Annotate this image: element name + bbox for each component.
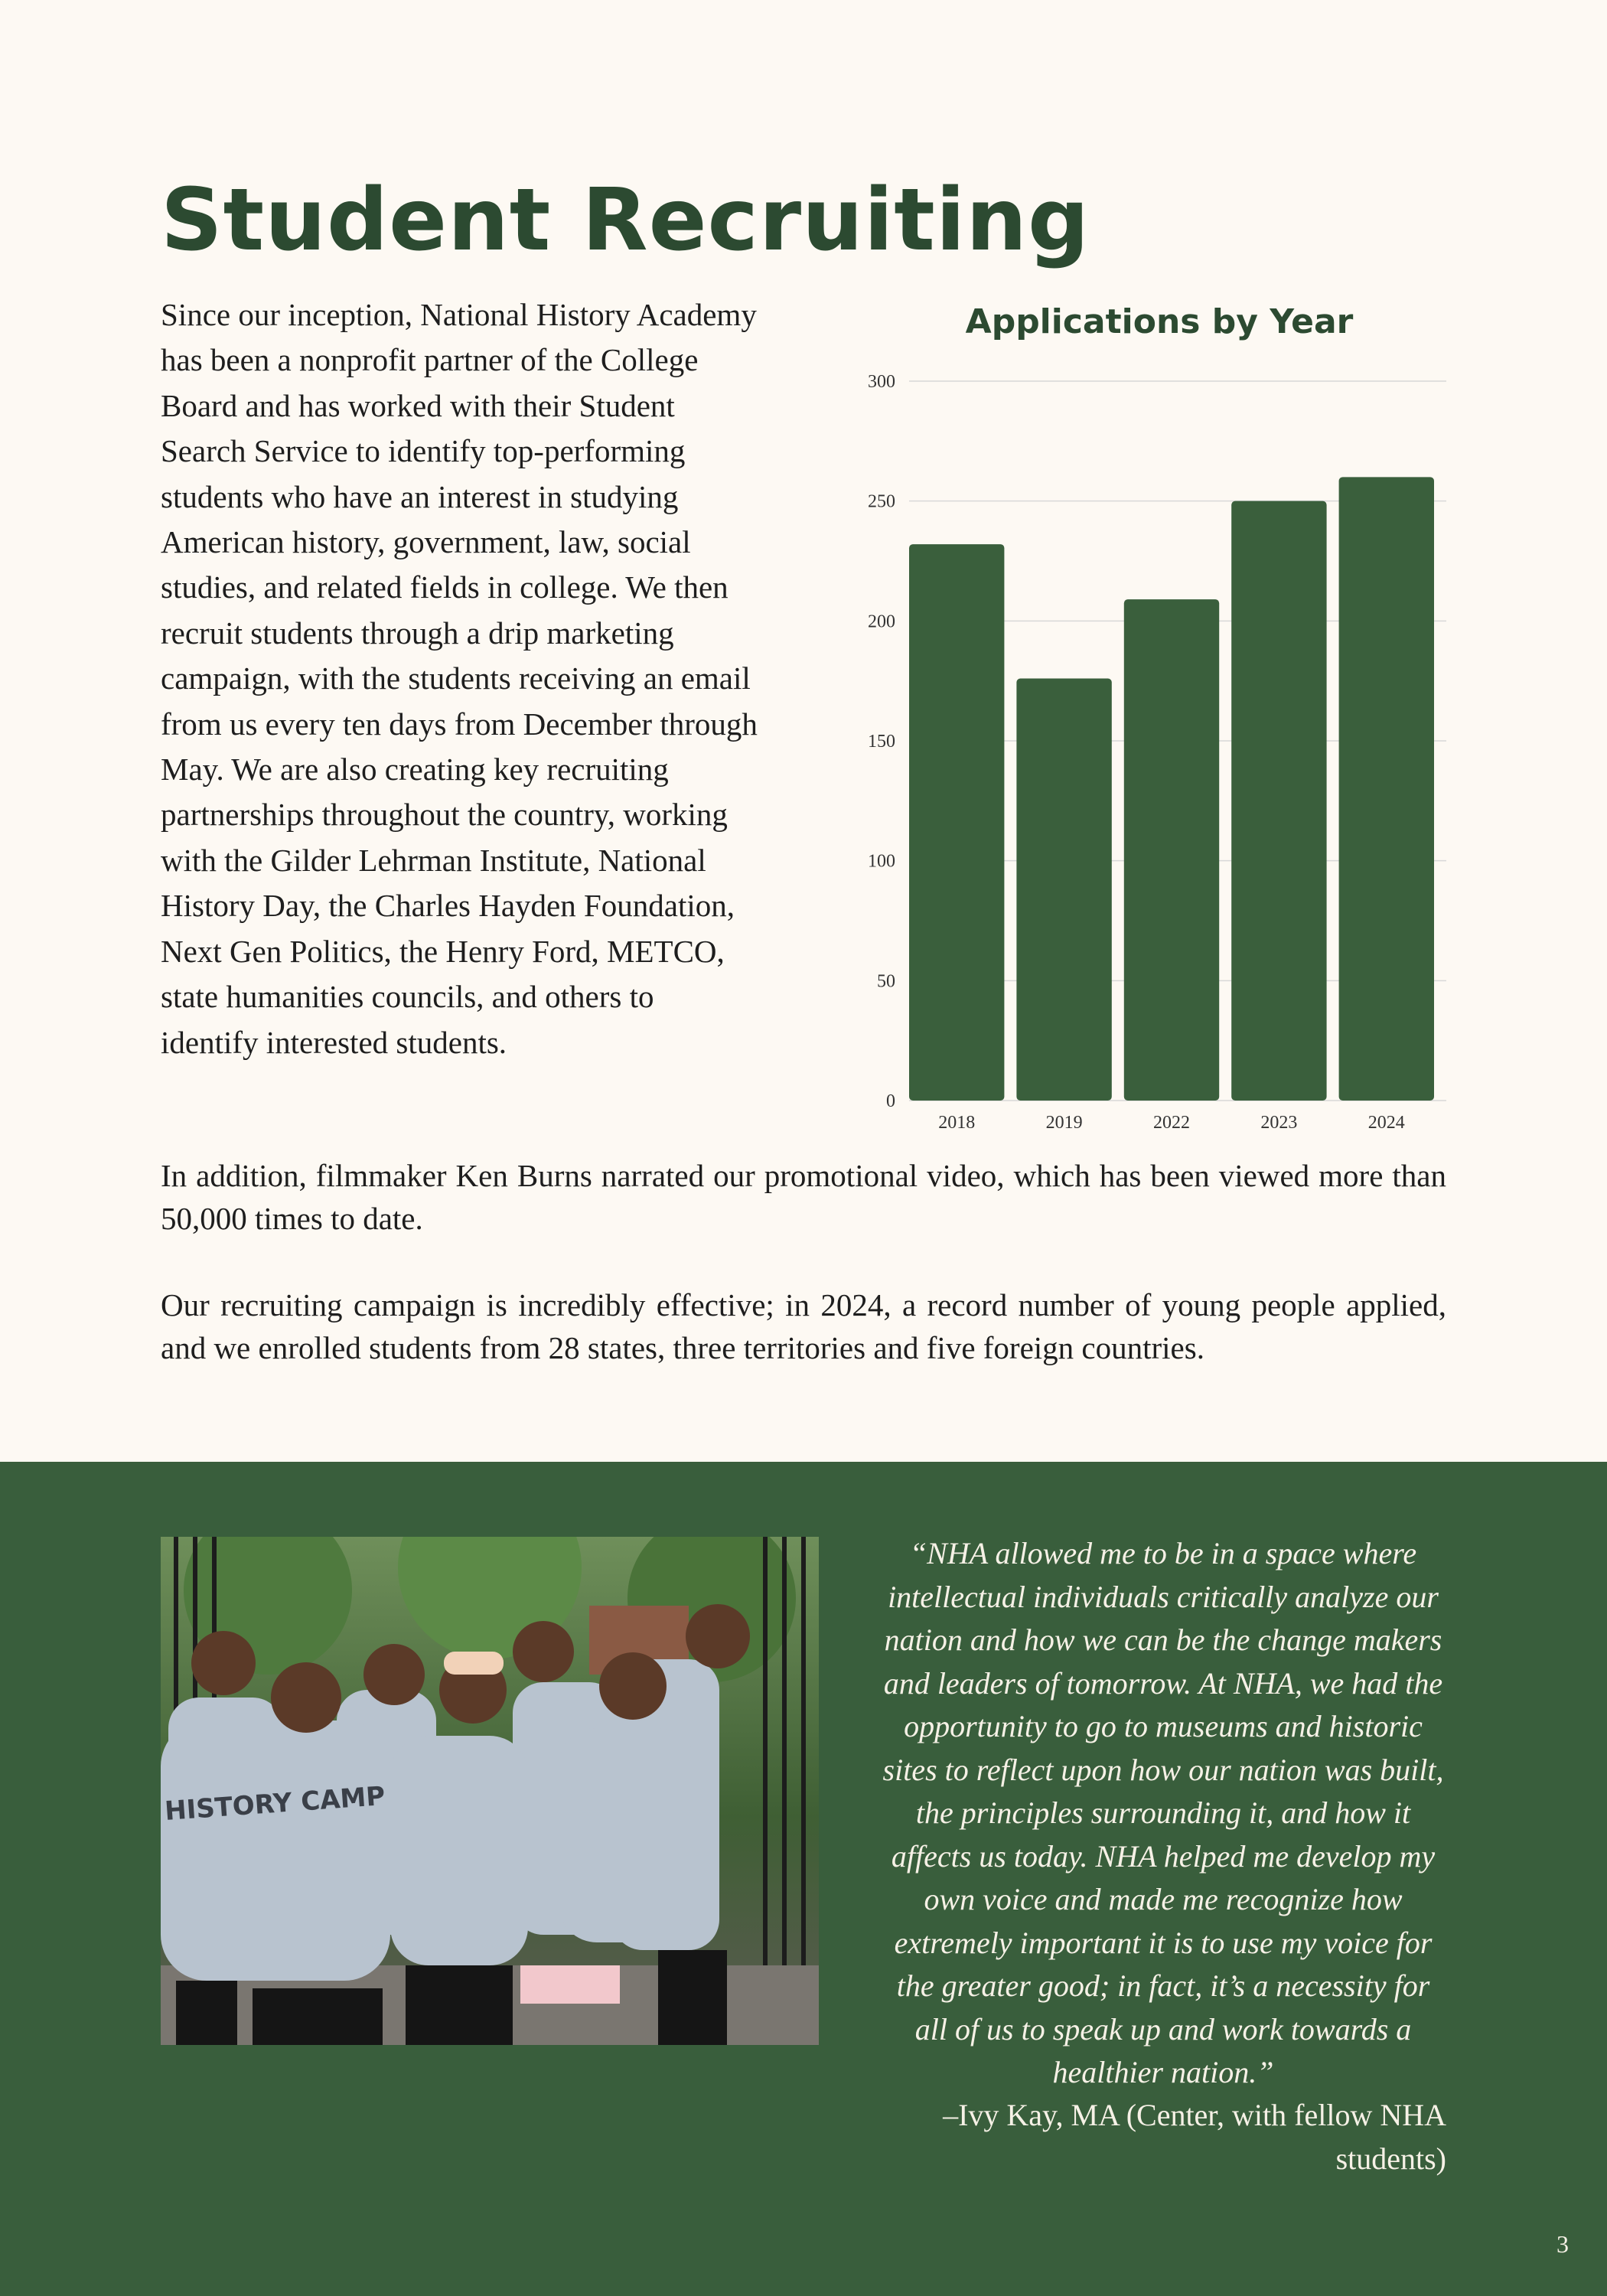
testimonial-band bbox=[0, 1462, 1607, 2296]
bar-2024 bbox=[1339, 477, 1434, 1101]
page-title: Student Recruiting bbox=[161, 171, 1090, 270]
y-tick-label: 200 bbox=[868, 612, 895, 632]
page-number: 3 bbox=[1556, 2230, 1569, 2258]
student-group-photo-illustration bbox=[161, 1537, 819, 2045]
testimonial-quote: “NHA allowed me to be in a space where intellectual individuals critically analyze our nation and how we can be the change makers and leaders of tomorrow. At NHA, we had the opportunity to go to museums and historic sites to reflect upon how our nation was built, the principles surrounding it, and how it affects us today. NHA helped me develop my own voice and made me recognize how extremely important it is to use my voice for the greater good; in fact, it’s a necessity for all of us to speak up and work towards a healthier nation.” bbox=[882, 1536, 1444, 2089]
y-tick-label: 0 bbox=[886, 1091, 895, 1111]
x-tick-label: 2024 bbox=[1367, 1113, 1405, 1133]
intro-paragraph: Since our inception, National History Academy has been a nonprofit partner of the College Board and has worked with their Student Search Service to identify top-performing students who have an interest in studying American history, government, law, social studies, and related fields in college. We then recruit students through a drip marketing campaign, with the students receiving an email from us every ten days from December through May. We are also creating key recruiting partnerships throughout the country, working with the Gilder Lehrman Institute, National History Day, the Charles Hayden Foundation, Next Gen Politics, the Henry Ford, METCO, state humanities councils, and others to identify interested students. bbox=[161, 297, 758, 1060]
x-tick-label: 2019 bbox=[1045, 1113, 1083, 1133]
bar-2019 bbox=[1016, 679, 1111, 1101]
x-tick-label: 2023 bbox=[1260, 1113, 1298, 1133]
bar-2018 bbox=[909, 544, 1004, 1101]
x-tick-label: 2018 bbox=[938, 1113, 976, 1133]
applications-bar-chart bbox=[842, 360, 1454, 1133]
campaign-paragraph: Our recruiting campaign is incredibly effective; in 2024, a record number of young people applied, and we enrolled students from 28 states, three territories and five foreign countries. bbox=[161, 1287, 1446, 1365]
bar-2023 bbox=[1231, 501, 1326, 1101]
y-tick-label: 100 bbox=[868, 851, 895, 872]
student-group-photo bbox=[161, 1537, 819, 2045]
shirt-print-text: HISTORY CAMP bbox=[163, 1781, 386, 1828]
chart-title: Applications by Year bbox=[965, 302, 1354, 341]
y-tick-label: 150 bbox=[868, 732, 895, 752]
y-tick-label: 50 bbox=[877, 971, 895, 992]
y-tick-label: 250 bbox=[868, 491, 895, 512]
x-tick-label: 2022 bbox=[1153, 1113, 1190, 1133]
y-tick-label: 300 bbox=[868, 372, 895, 392]
video-paragraph: In addition, filmmaker Ken Burns narrated our promotional video, which has been viewed more than 50,000 times to date. bbox=[161, 1158, 1446, 1236]
bar-2022 bbox=[1124, 599, 1219, 1101]
testimonial-attribution: –Ivy Kay, MA (Center, with fellow NHA students) bbox=[943, 2098, 1446, 2176]
